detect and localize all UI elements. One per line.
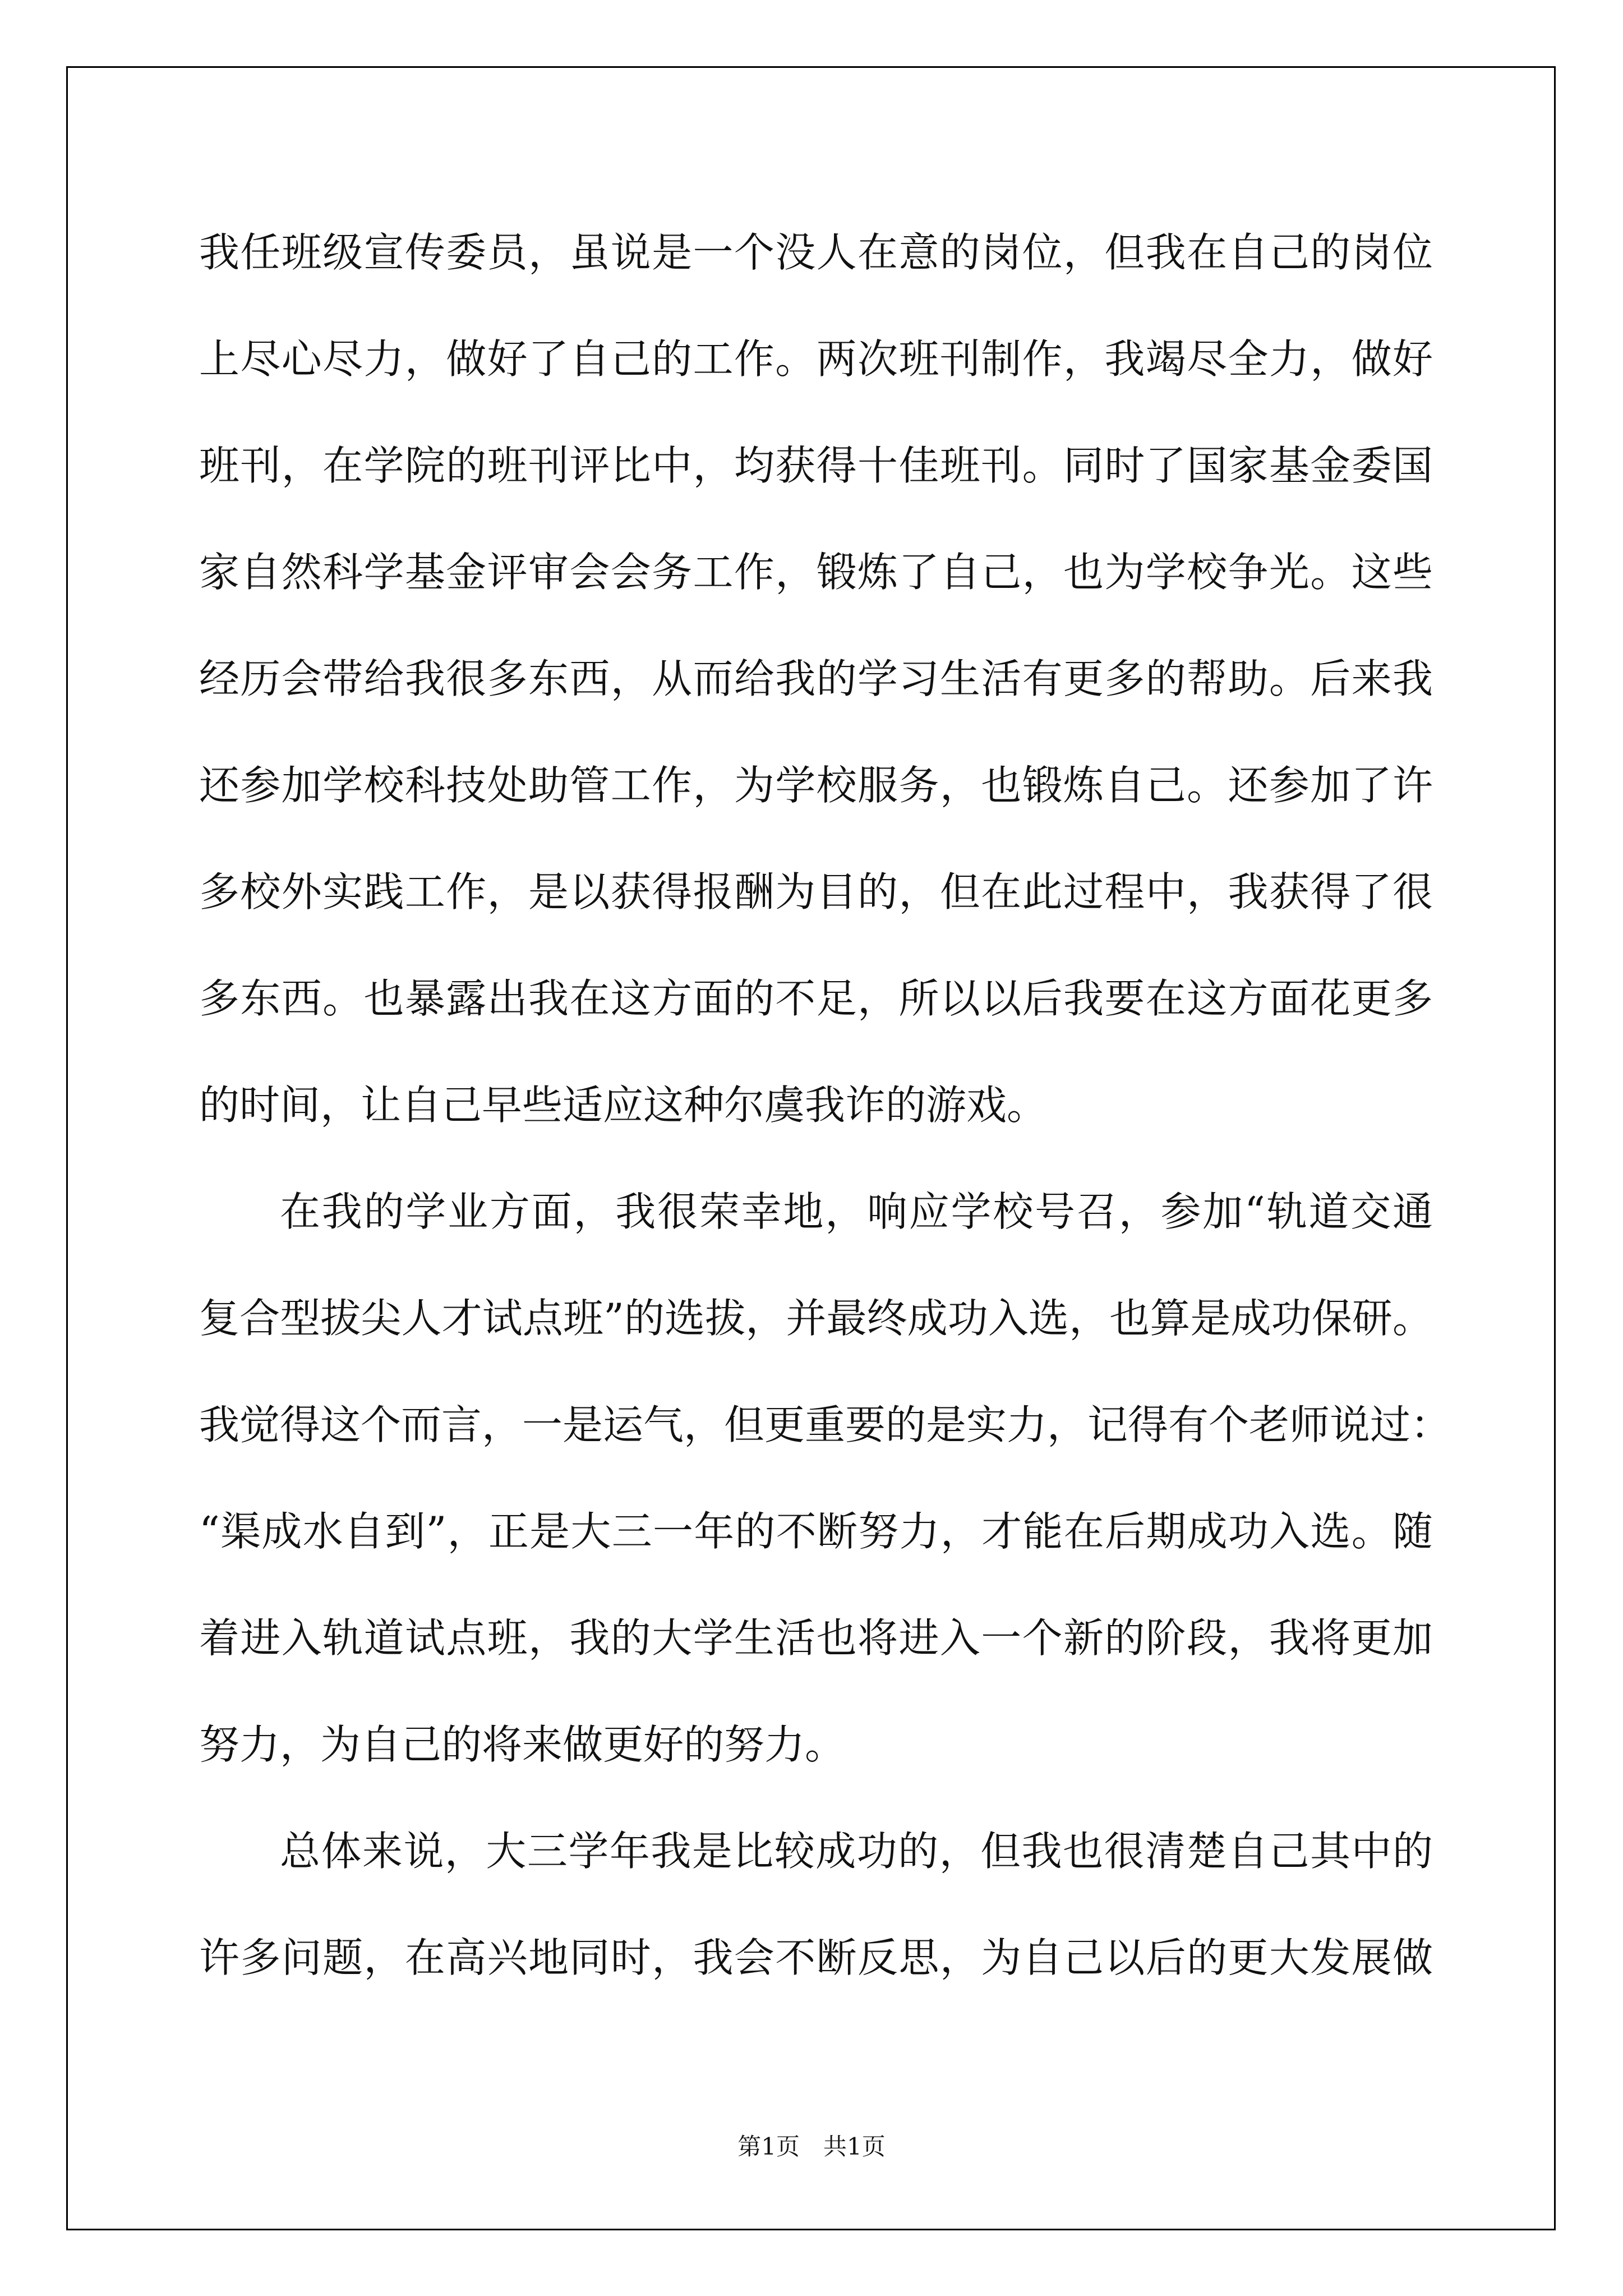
page-footer: 第1页 共1页 (737, 2133, 886, 2160)
paragraph-first-line: 在我的学业方面，我很荣幸地，响应学校号召，参加“轨道交通 (280, 1188, 1433, 1235)
text-line: 上尽心尽力，做好了自己的工作。两次班刊制作，我竭尽全力，做好 (199, 335, 1433, 383)
text-line: 努力，为自己的将来做更好的努力。 (199, 1721, 846, 1768)
text-line: 我任班级宣传委员，虽说是一个没人在意的岗位，但我在自己的岗位 (199, 229, 1433, 276)
text-line: 许多问题，在高兴地同时，我会不断反思，为自己以后的更大发展做 (199, 1934, 1433, 1981)
text-line: 多东西。也暴露出我在这方面的不足，所以以后我要在这方面花更多 (199, 975, 1433, 1022)
text-line: “渠成水自到”，正是大三一年的不断努力，才能在后期成功入选。随 (199, 1508, 1433, 1555)
text-line: 我觉得这个而言，一是运气，但更重要的是实力，记得有个老师说过： (199, 1401, 1451, 1448)
text-line: 班刊，在学院的班刊评比中，均获得十佳班刊。同时了国家基金委国 (199, 442, 1433, 489)
text-line: 复合型拔尖人才试点班”的选拔，并最终成功入选，也算是成功保研。 (199, 1295, 1433, 1342)
text-line: 家自然科学基金评审会会务工作，锻炼了自己，也为学校争光。这些 (199, 549, 1433, 596)
text-line: 多校外实践工作，是以获得报酬为目的，但在此过程中，我获得了很 (199, 868, 1433, 915)
text-line: 经历会带给我很多东西，从而给我的学习生活有更多的帮助。后来我 (199, 655, 1433, 702)
text-line: 的时间，让自己早些适应这种尔虞我诈的游戏。 (199, 1082, 1048, 1129)
document-body (199, 199, 1451, 2011)
paragraph-first-line: 总体来说，大三学年我是比较成功的，但我也很清楚自己其中的 (280, 1828, 1433, 1875)
text-line: 着进入轨道试点班，我的大学生活也将进入一个新的阶段，我将更加 (199, 1614, 1433, 1662)
text-line: 还参加学校科技处助管工作，为学校服务，也锻炼自己。还参加了许 (199, 762, 1433, 809)
